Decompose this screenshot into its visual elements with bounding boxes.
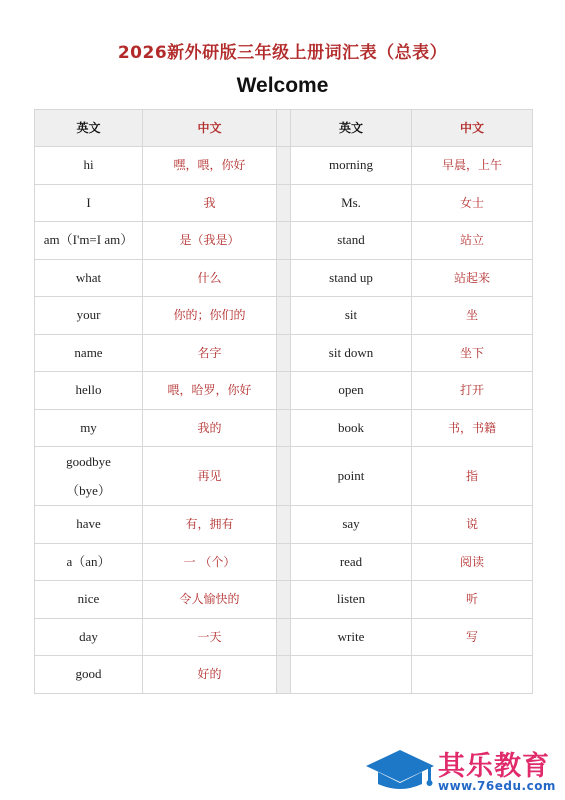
word-english: nice [35, 581, 143, 619]
word-chinese: 坐 [412, 297, 533, 335]
word-chinese: 写 [412, 618, 533, 656]
word-chinese: 名字 [143, 334, 277, 372]
table-row [35, 147, 533, 185]
column-divider [277, 222, 291, 260]
table-row [35, 222, 533, 260]
word-english: a（an） [35, 543, 143, 581]
word-english: have [35, 506, 143, 544]
word-english: what [35, 259, 143, 297]
column-divider [277, 110, 291, 147]
column-divider [277, 656, 291, 694]
word-chinese: 说 [412, 506, 533, 544]
table-row [35, 618, 533, 656]
word-chinese: 你的；你们的 [143, 297, 277, 335]
word-chinese: 一天 [143, 618, 277, 656]
word-english: good [35, 656, 143, 694]
header-chinese-right: 中文 [412, 110, 533, 147]
word-chinese: 坐下 [412, 334, 533, 372]
word-chinese: 站起来 [412, 259, 533, 297]
table-row [35, 334, 533, 372]
word-english: morning [291, 147, 412, 185]
brand-url: www.76edu.com [438, 779, 556, 793]
word-chinese: 早晨，上午 [412, 147, 533, 185]
table-row [35, 506, 533, 544]
word-chinese: 再见 [143, 447, 277, 506]
word-chinese: 指 [412, 447, 533, 506]
word-english: open [291, 372, 412, 410]
word-english: book [291, 409, 412, 447]
section-title: Welcome [236, 74, 329, 97]
word-english: day [35, 618, 143, 656]
word-chinese: 阅读 [412, 543, 533, 581]
word-english: read [291, 543, 412, 581]
word-english: stand up [291, 259, 412, 297]
word-chinese: 我 [143, 184, 277, 222]
word-english: point [291, 447, 412, 506]
word-chinese: 书，书籍 [412, 409, 533, 447]
word-chinese: 好的 [143, 656, 277, 694]
cap-shape [366, 750, 434, 789]
word-chinese: 站立 [412, 222, 533, 260]
word-english: listen [291, 581, 412, 619]
word-chinese: 听 [412, 581, 533, 619]
word-english: sit [291, 297, 412, 335]
table-header-row [35, 110, 533, 147]
word-english: am（I'm=I am） [35, 222, 143, 260]
column-divider [277, 581, 291, 619]
word-english: Ms. [291, 184, 412, 222]
word-chinese: 女士 [412, 184, 533, 222]
column-divider [277, 259, 291, 297]
column-divider [277, 334, 291, 372]
table-row [35, 447, 533, 506]
word-english: stand [291, 222, 412, 260]
column-divider [277, 184, 291, 222]
word-chinese: 令人愉快的 [143, 581, 277, 619]
word-english: your [35, 297, 143, 335]
word-english: name [35, 334, 143, 372]
column-divider [277, 543, 291, 581]
table-row [35, 409, 533, 447]
word-english [35, 447, 143, 506]
column-divider [277, 618, 291, 656]
header-english-right: 英文 [291, 110, 412, 147]
table-row [35, 581, 533, 619]
column-divider [277, 147, 291, 185]
header-english-left: 英文 [35, 110, 143, 147]
column-divider [277, 297, 291, 335]
word-english: sit down [291, 334, 412, 372]
table-row [35, 543, 533, 581]
table-row [35, 656, 533, 694]
word-chinese: 喂，哈罗，你好 [143, 372, 277, 410]
word-english-line: goodbye [66, 454, 111, 469]
column-divider [277, 506, 291, 544]
column-divider [277, 409, 291, 447]
word-english: hello [35, 372, 143, 410]
word-chinese: 我的 [143, 409, 277, 447]
word-english: hi [35, 147, 143, 185]
word-chinese: 是（我是） [143, 222, 277, 260]
word-chinese: 一 （个） [143, 543, 277, 581]
table-row [35, 372, 533, 410]
word-chinese: 什么 [143, 259, 277, 297]
word-chinese: 有，拥有 [143, 506, 277, 544]
table-row [35, 259, 533, 297]
word-english-line: （bye） [66, 483, 111, 498]
word-chinese [412, 656, 533, 694]
header-chinese-left: 中文 [143, 110, 277, 147]
word-english: write [291, 618, 412, 656]
vocabulary-table [34, 109, 533, 694]
word-english: I [35, 184, 143, 222]
word-english: say [291, 506, 412, 544]
table-row [35, 184, 533, 222]
brand-name: 其乐教育 [438, 751, 550, 782]
word-english: my [35, 409, 143, 447]
word-chinese: 嘿，喂，你好 [143, 147, 277, 185]
column-divider [277, 447, 291, 506]
word-english [291, 656, 412, 694]
document-title: 2026新外研版三年级上册词汇表（总表） [117, 43, 448, 63]
column-divider [277, 372, 291, 410]
word-chinese: 打开 [412, 372, 533, 410]
table-row [35, 297, 533, 335]
